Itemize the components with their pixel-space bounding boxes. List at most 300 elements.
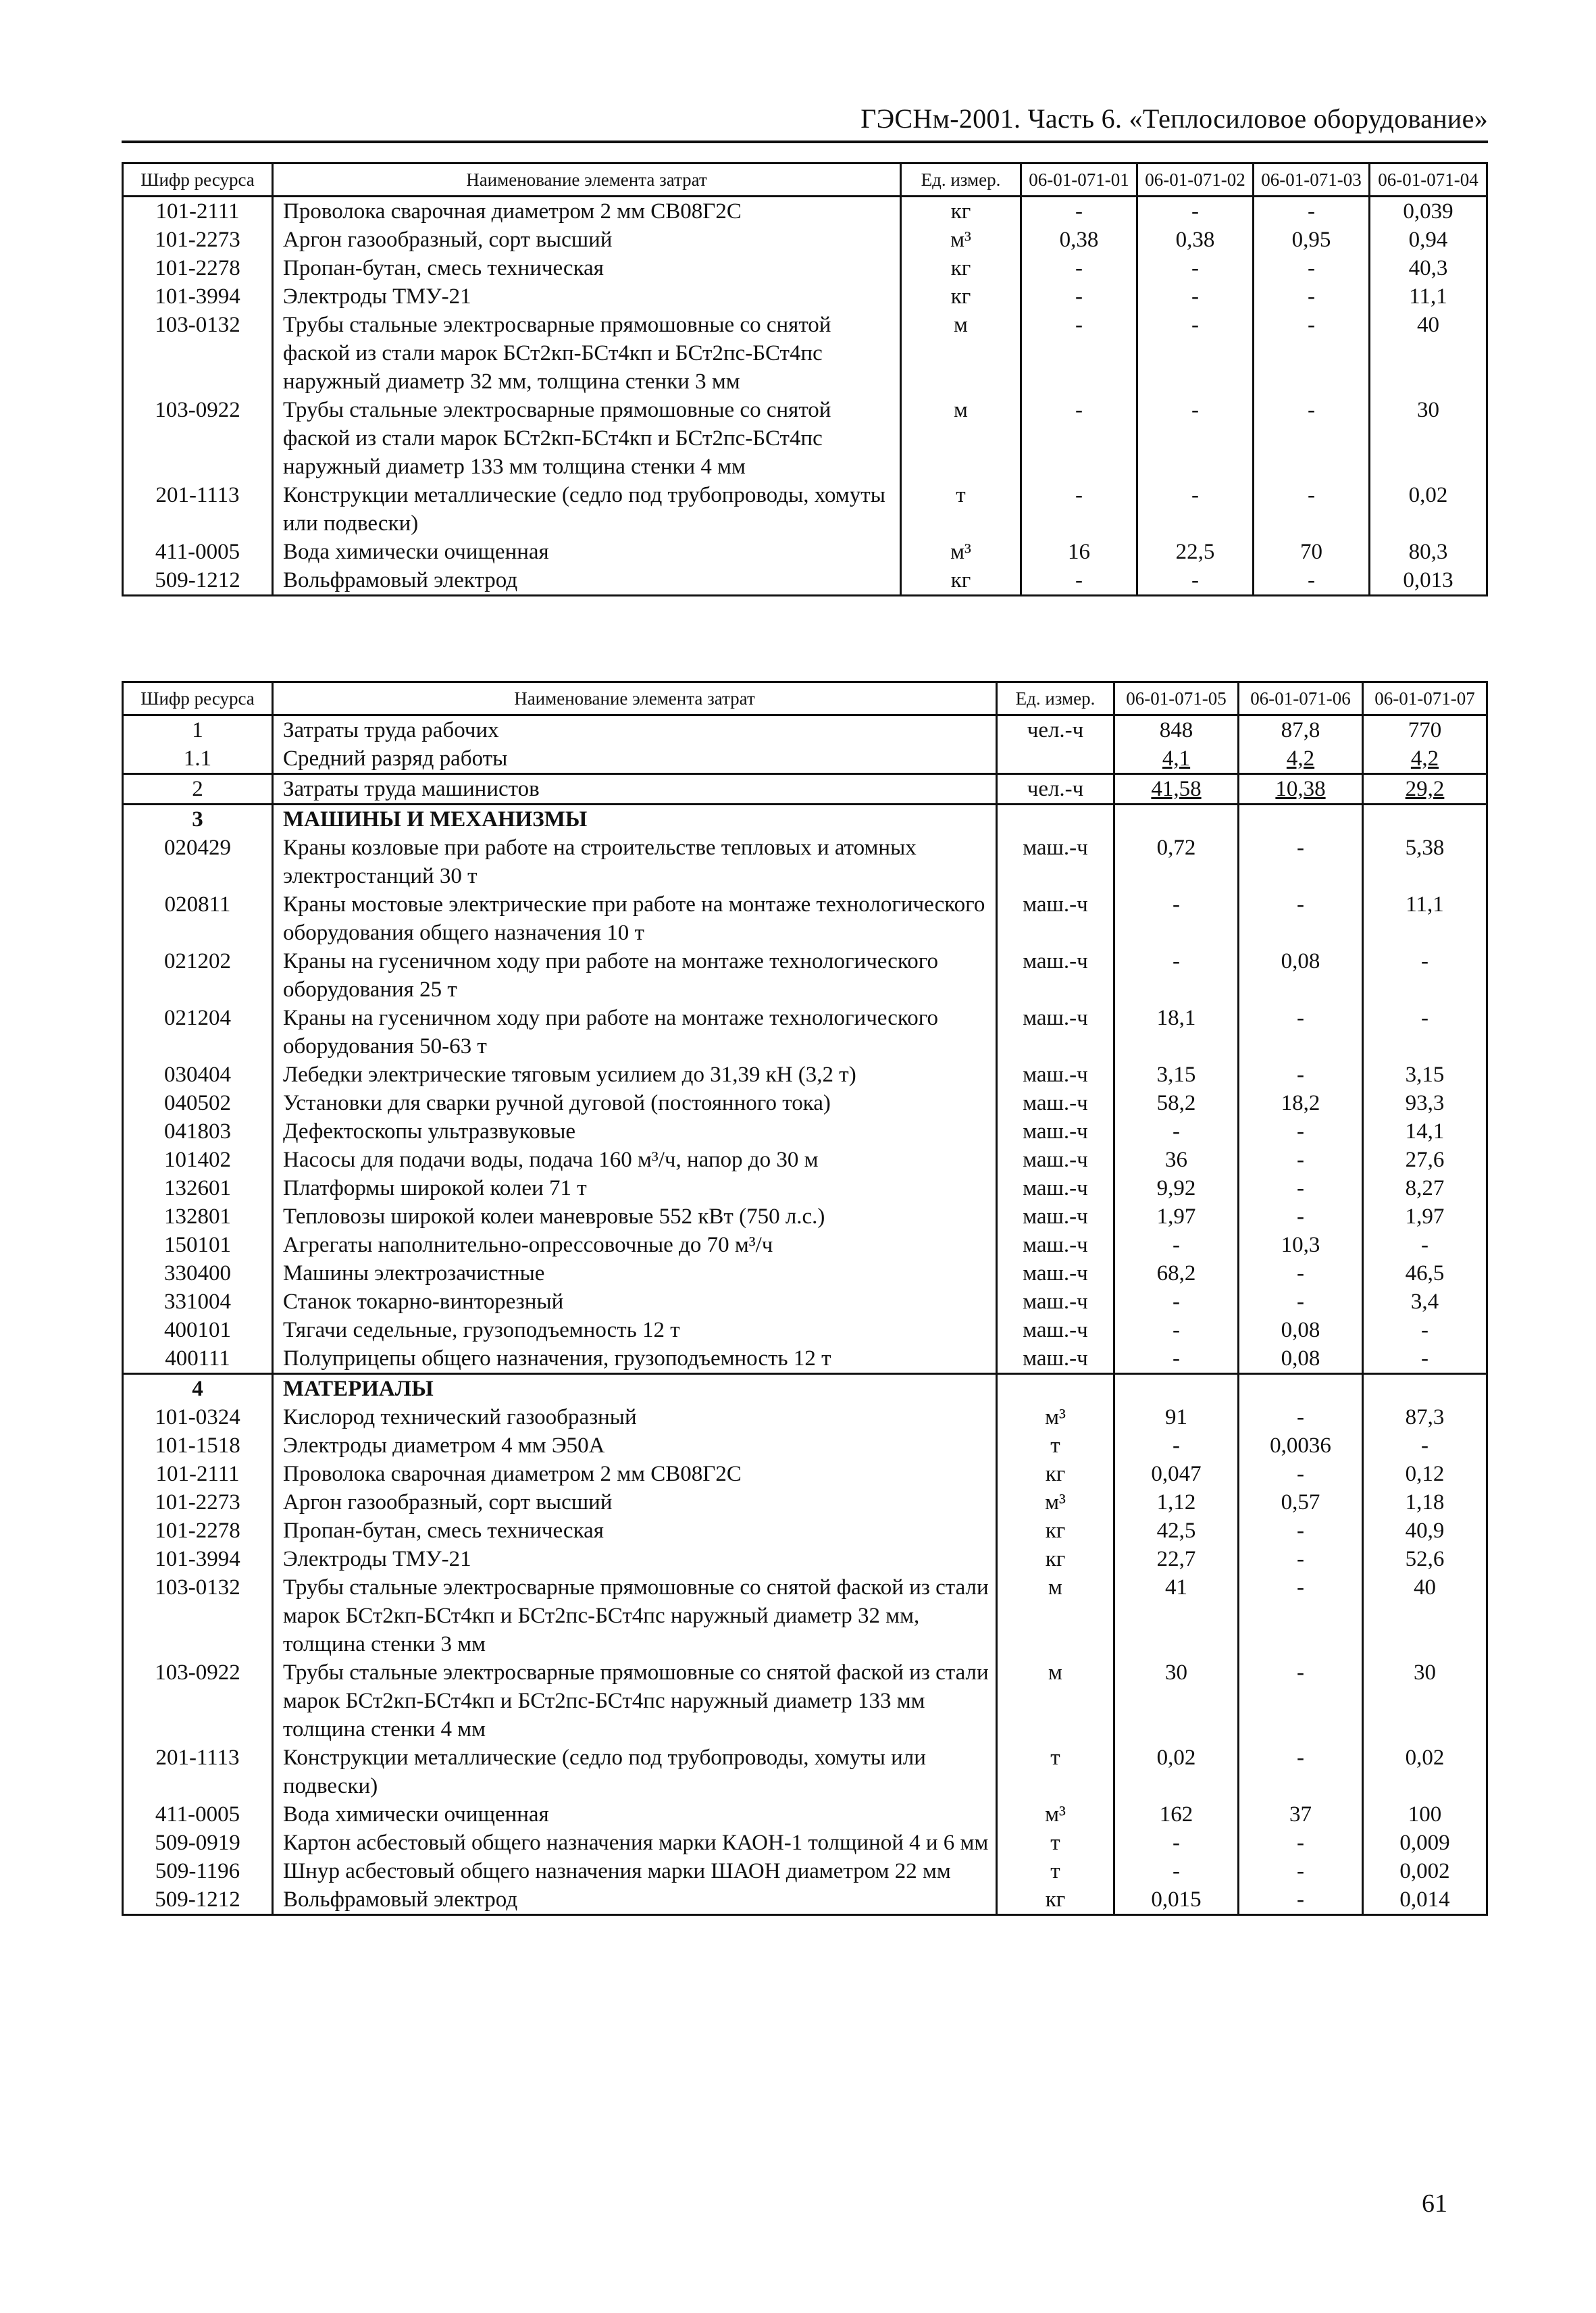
table-row: [123, 1117, 1487, 1146]
value-cell: 41: [1114, 1573, 1239, 1658]
value-cell: -: [1137, 396, 1254, 481]
value-cell: 0,38: [1021, 226, 1137, 254]
value-cell: 30: [1114, 1658, 1239, 1744]
value-cell: -: [1254, 197, 1370, 226]
resource-name: Трубы стальные электросварные прямошовные со снятой фаской из стали марок БСт2кп-БСт4кп и БСт2пс-БСт4пс наружный диаметр 32 мм, толщина стенки 3 мм: [273, 311, 901, 396]
resources-table-1: [122, 162, 1488, 596]
table-row: [123, 1231, 1487, 1259]
table-row: [123, 834, 1487, 890]
value-cell: 0,039: [1370, 197, 1487, 226]
unit-cell: м: [997, 1658, 1114, 1744]
resource-code: 1.1: [123, 744, 273, 774]
resource-code: 400111: [123, 1344, 273, 1374]
value-cell: 29,2: [1363, 774, 1487, 805]
table-row: [123, 1259, 1487, 1288]
resource-name: МАТЕРИАЛЫ: [273, 1374, 997, 1404]
resources-table-2: [122, 681, 1488, 1916]
value-cell: 0,08: [1239, 1316, 1363, 1344]
value-cell: 40,9: [1363, 1517, 1487, 1545]
header-col-7: 06-01-071-07: [1363, 682, 1487, 715]
value-cell: -: [1239, 1061, 1363, 1089]
value-cell: -: [1239, 1573, 1363, 1658]
unit-cell: кг: [997, 1460, 1114, 1488]
value-cell: 770: [1363, 715, 1487, 745]
value-cell: -: [1254, 282, 1370, 311]
value-cell: -: [1363, 947, 1487, 1004]
value-cell: -: [1114, 1829, 1239, 1857]
table-2-body: [123, 715, 1487, 1915]
value-cell: 0,0036: [1239, 1431, 1363, 1460]
value-cell: 4,2: [1239, 744, 1363, 774]
resource-name: Установки для сварки ручной дуговой (постоянного тока): [273, 1089, 997, 1117]
value-cell: -: [1021, 311, 1137, 396]
unit-cell: маш.-ч: [997, 1344, 1114, 1374]
value-cell: 1,12: [1114, 1488, 1239, 1517]
header-name: Наименование элемента затрат: [273, 163, 901, 197]
unit-cell: маш.-ч: [997, 834, 1114, 890]
table-row: [123, 744, 1487, 774]
resource-name: Вода химически очищенная: [273, 1800, 997, 1829]
value-cell: 18,1: [1114, 1004, 1239, 1061]
value-cell: 40: [1370, 311, 1487, 396]
resource-name: Проволока сварочная диаметром 2 мм СВ08Г2С: [273, 197, 901, 226]
resource-code: 103-0922: [123, 396, 273, 481]
value-cell: -: [1137, 481, 1254, 538]
unit-cell: т: [997, 1431, 1114, 1460]
value-cell: 93,3: [1363, 1089, 1487, 1117]
value-cell: 40: [1363, 1573, 1487, 1658]
value-cell: 0,02: [1370, 481, 1487, 538]
page-number: 61: [1422, 2189, 1447, 2218]
value-cell: 0,12: [1363, 1460, 1487, 1488]
value-cell: -: [1254, 396, 1370, 481]
value-cell: 0,38: [1137, 226, 1254, 254]
value-cell: -: [1239, 1744, 1363, 1800]
header-rule: [122, 141, 1488, 143]
value-cell: 18,2: [1239, 1089, 1363, 1117]
value-cell: 11,1: [1363, 890, 1487, 947]
table-row: [123, 311, 1487, 396]
value-cell: [1114, 805, 1239, 834]
value-cell: 4,1: [1114, 744, 1239, 774]
value-cell: -: [1363, 1344, 1487, 1374]
value-cell: 0,94: [1370, 226, 1487, 254]
value-cell: 1,97: [1114, 1202, 1239, 1231]
resource-code: 101402: [123, 1146, 273, 1174]
unit-cell: м: [901, 396, 1021, 481]
value-cell: -: [1254, 481, 1370, 538]
resource-name: Трубы стальные электросварные прямошовные со снятой фаской из стали марок БСт2кп-БСт4кп и БСт2пс-БСт4пс наружный диаметр 133 мм толщина стенки 4 мм: [273, 1658, 997, 1744]
resource-name: Агрегаты наполнительно-опрессовочные до 70 м³/ч: [273, 1231, 997, 1259]
resource-code: 330400: [123, 1259, 273, 1288]
value-cell: -: [1239, 1829, 1363, 1857]
resource-code: 041803: [123, 1117, 273, 1146]
value-cell: -: [1021, 481, 1137, 538]
value-cell: -: [1363, 1231, 1487, 1259]
unit-cell: маш.-ч: [997, 890, 1114, 947]
value-cell: 3,15: [1114, 1061, 1239, 1089]
value-cell: -: [1254, 254, 1370, 282]
unit-cell: м: [997, 1573, 1114, 1658]
table-row: [123, 1403, 1487, 1431]
value-cell: 1,18: [1363, 1488, 1487, 1517]
resource-name: Краны на гусеничном ходу при работе на монтаже технологического оборудования 25 т: [273, 947, 997, 1004]
resource-name: Вода химически очищенная: [273, 538, 901, 566]
unit-cell: кг: [997, 1545, 1114, 1573]
header-code: Шифр ресурса: [123, 682, 273, 715]
table-row: [123, 226, 1487, 254]
value-cell: -: [1239, 834, 1363, 890]
value-cell: 52,6: [1363, 1545, 1487, 1573]
resource-name: МАШИНЫ И МЕХАНИЗМЫ: [273, 805, 997, 834]
value-cell: -: [1137, 282, 1254, 311]
resource-name: Платформы широкой колеи 71 т: [273, 1174, 997, 1202]
resource-name: Электроды ТМУ-21: [273, 1545, 997, 1573]
unit-cell: чел.-ч: [997, 715, 1114, 745]
value-cell: 1,97: [1363, 1202, 1487, 1231]
value-cell: 30: [1370, 396, 1487, 481]
resource-name: Насосы для подачи воды, подача 160 м³/ч, напор до 30 м: [273, 1146, 997, 1174]
value-cell: -: [1137, 311, 1254, 396]
table-row: [123, 805, 1487, 834]
resource-name: Шнур асбестовый общего назначения марки ШАОН диаметром 22 мм: [273, 1857, 997, 1885]
value-cell: -: [1021, 254, 1137, 282]
value-cell: 80,3: [1370, 538, 1487, 566]
value-cell: 0,015: [1114, 1885, 1239, 1915]
resource-code: 2: [123, 774, 273, 805]
value-cell: 0,002: [1363, 1857, 1487, 1885]
table-row: [123, 947, 1487, 1004]
unit-cell: маш.-ч: [997, 1089, 1114, 1117]
resource-code: 030404: [123, 1061, 273, 1089]
table-row: [123, 1174, 1487, 1202]
resource-name: Краны козловые при работе на строительстве тепловых и атомных электростанций 30 т: [273, 834, 997, 890]
value-cell: -: [1239, 1460, 1363, 1488]
header-unit: Ед. измер.: [901, 163, 1021, 197]
table-row: [123, 1857, 1487, 1885]
table-row: [123, 1374, 1487, 1404]
value-cell: -: [1021, 566, 1137, 596]
table-row: [123, 774, 1487, 805]
value-cell: 848: [1114, 715, 1239, 745]
resource-code: 509-1212: [123, 1885, 273, 1915]
resource-code: 103-0922: [123, 1658, 273, 1744]
unit-cell: маш.-ч: [997, 1231, 1114, 1259]
value-cell: 0,014: [1363, 1885, 1487, 1915]
resource-name: Тепловозы широкой колеи маневровые 552 кВт (750 л.с.): [273, 1202, 997, 1231]
resource-name: Кислород технический газообразный: [273, 1403, 997, 1431]
table-row: [123, 1800, 1487, 1829]
resource-code: 101-2278: [123, 254, 273, 282]
resource-code: 101-2111: [123, 197, 273, 226]
value-cell: -: [1239, 890, 1363, 947]
resource-code: 021204: [123, 1004, 273, 1061]
table-row: [123, 1316, 1487, 1344]
value-cell: -: [1137, 197, 1254, 226]
unit-cell: кг: [901, 254, 1021, 282]
table-row: [123, 890, 1487, 947]
value-cell: -: [1239, 1259, 1363, 1288]
resource-code: 411-0005: [123, 1800, 273, 1829]
resource-name: Средний разряд работы: [273, 744, 997, 774]
value-cell: -: [1239, 1004, 1363, 1061]
value-cell: 0,72: [1114, 834, 1239, 890]
resource-code: 101-2273: [123, 226, 273, 254]
value-cell: 87,3: [1363, 1403, 1487, 1431]
resource-code: 101-2273: [123, 1488, 273, 1517]
value-cell: 27,6: [1363, 1146, 1487, 1174]
value-cell: -: [1114, 1117, 1239, 1146]
resource-name: Конструкции металлические (седло под трубопроводы, хомуты или подвески): [273, 1744, 997, 1800]
unit-cell: т: [997, 1829, 1114, 1857]
value-cell: 3,15: [1363, 1061, 1487, 1089]
value-cell: 30: [1363, 1658, 1487, 1744]
unit-cell: маш.-ч: [997, 1004, 1114, 1061]
value-cell: 41,58: [1114, 774, 1239, 805]
table-row: [123, 1288, 1487, 1316]
unit-cell: м³: [901, 226, 1021, 254]
table-row: [123, 481, 1487, 538]
unit-cell: [997, 805, 1114, 834]
header-col-5: 06-01-071-05: [1114, 682, 1239, 715]
unit-cell: кг: [997, 1885, 1114, 1915]
value-cell: -: [1239, 1202, 1363, 1231]
value-cell: 37: [1239, 1800, 1363, 1829]
resource-code: 103-0132: [123, 311, 273, 396]
table-row: [123, 282, 1487, 311]
value-cell: -: [1021, 197, 1137, 226]
table-row: [123, 1146, 1487, 1174]
table-row: [123, 1744, 1487, 1800]
resource-name: Трубы стальные электросварные прямошовные со снятой фаской из стали марок БСт2кп-БСт4кп и БСт2пс-БСт4пс наружный диаметр 32 мм, толщина стенки 3 мм: [273, 1573, 997, 1658]
resource-name: Машины электрозачистные: [273, 1259, 997, 1288]
value-cell: -: [1239, 1658, 1363, 1744]
table-row: [123, 197, 1487, 226]
table-row: [123, 1431, 1487, 1460]
resource-code: 509-1196: [123, 1857, 273, 1885]
value-cell: 0,95: [1254, 226, 1370, 254]
value-cell: 100: [1363, 1800, 1487, 1829]
value-cell: -: [1239, 1174, 1363, 1202]
resource-name: Электроды ТМУ-21: [273, 282, 901, 311]
resource-code: 020811: [123, 890, 273, 947]
value-cell: 68,2: [1114, 1259, 1239, 1288]
value-cell: 46,5: [1363, 1259, 1487, 1288]
value-cell: -: [1239, 1857, 1363, 1885]
resource-name: Аргон газообразный, сорт высший: [273, 1488, 997, 1517]
value-cell: -: [1137, 566, 1254, 596]
resource-name: Конструкции металлические (седло под трубопроводы, хомуты или подвески): [273, 481, 901, 538]
unit-cell: м³: [997, 1800, 1114, 1829]
resource-code: 4: [123, 1374, 273, 1404]
value-cell: -: [1114, 1231, 1239, 1259]
resource-name: Пропан-бутан, смесь техническая: [273, 254, 901, 282]
value-cell: -: [1114, 890, 1239, 947]
value-cell: -: [1254, 311, 1370, 396]
unit-cell: маш.-ч: [997, 1174, 1114, 1202]
resource-code: 411-0005: [123, 538, 273, 566]
header-col-2: 06-01-071-02: [1137, 163, 1254, 197]
header-col-4: 06-01-071-04: [1370, 163, 1487, 197]
unit-cell: [997, 1374, 1114, 1404]
table-row: [123, 1344, 1487, 1374]
unit-cell: маш.-ч: [997, 1259, 1114, 1288]
value-cell: 0,08: [1239, 1344, 1363, 1374]
resource-code: 021202: [123, 947, 273, 1004]
value-cell: -: [1114, 947, 1239, 1004]
resource-name: Полуприцепы общего назначения, грузоподъемность 12 т: [273, 1344, 997, 1374]
value-cell: 40,3: [1370, 254, 1487, 282]
header-code: Шифр ресурса: [123, 163, 273, 197]
resource-code: 101-1518: [123, 1431, 273, 1460]
unit-cell: [997, 744, 1114, 774]
unit-cell: маш.-ч: [997, 1061, 1114, 1089]
unit-cell: м³: [997, 1488, 1114, 1517]
value-cell: 16: [1021, 538, 1137, 566]
value-cell: [1363, 1374, 1487, 1404]
resource-name: Пропан-бутан, смесь техническая: [273, 1517, 997, 1545]
value-cell: -: [1239, 1288, 1363, 1316]
table-row: [123, 538, 1487, 566]
table-row: [123, 715, 1487, 745]
resource-name: Краны мостовые электрические при работе на монтаже технологического оборудования общего назначения 10 т: [273, 890, 997, 947]
unit-cell: м³: [997, 1403, 1114, 1431]
table-row: [123, 1089, 1487, 1117]
resource-code: 101-2111: [123, 1460, 273, 1488]
unit-cell: маш.-ч: [997, 1146, 1114, 1174]
resource-name: Вольфрамовый электрод: [273, 1885, 997, 1915]
value-cell: -: [1114, 1857, 1239, 1885]
resource-name: Трубы стальные электросварные прямошовные со снятой фаской из стали марок БСт2кп-БСт4кп и БСт2пс-БСт4пс наружный диаметр 133 мм толщина стенки 4 мм: [273, 396, 901, 481]
table-row: [123, 1202, 1487, 1231]
value-cell: -: [1239, 1117, 1363, 1146]
value-cell: 36: [1114, 1146, 1239, 1174]
resource-code: 150101: [123, 1231, 273, 1259]
table-row: [123, 1545, 1487, 1573]
value-cell: [1363, 805, 1487, 834]
resource-code: 509-1212: [123, 566, 273, 596]
unit-cell: м: [901, 311, 1021, 396]
value-cell: 162: [1114, 1800, 1239, 1829]
value-cell: 3,4: [1363, 1288, 1487, 1316]
table-row: [123, 1488, 1487, 1517]
value-cell: -: [1114, 1288, 1239, 1316]
value-cell: 0,08: [1239, 947, 1363, 1004]
resource-code: 101-3994: [123, 282, 273, 311]
value-cell: -: [1363, 1316, 1487, 1344]
resource-name: Краны на гусеничном ходу при работе на монтаже технологического оборудования 50-63 т: [273, 1004, 997, 1061]
value-cell: -: [1114, 1316, 1239, 1344]
value-cell: 11,1: [1370, 282, 1487, 311]
value-cell: 9,92: [1114, 1174, 1239, 1202]
page-header-title: ГЭСНм-2001. Часть 6. «Теплосиловое оборудование»: [860, 103, 1488, 134]
value-cell: 4,2: [1363, 744, 1487, 774]
unit-cell: маш.-ч: [997, 947, 1114, 1004]
resource-name: Затраты труда рабочих: [273, 715, 997, 745]
table-row: [123, 1460, 1487, 1488]
value-cell: -: [1363, 1004, 1487, 1061]
value-cell: -: [1114, 1344, 1239, 1374]
unit-cell: чел.-ч: [997, 774, 1114, 805]
unit-cell: м³: [901, 538, 1021, 566]
table-row: [123, 1061, 1487, 1089]
value-cell: 8,27: [1363, 1174, 1487, 1202]
unit-cell: т: [997, 1857, 1114, 1885]
value-cell: -: [1363, 1431, 1487, 1460]
resource-code: 400101: [123, 1316, 273, 1344]
table-row: [123, 1004, 1487, 1061]
value-cell: 70: [1254, 538, 1370, 566]
value-cell: 58,2: [1114, 1089, 1239, 1117]
resource-name: Электроды диаметром 4 мм Э50А: [273, 1431, 997, 1460]
header-unit: Ед. измер.: [997, 682, 1114, 715]
resource-name: Станок токарно-винторезный: [273, 1288, 997, 1316]
value-cell: 42,5: [1114, 1517, 1239, 1545]
resource-code: 101-3994: [123, 1545, 273, 1573]
resource-code: 101-2278: [123, 1517, 273, 1545]
resource-code: 1: [123, 715, 273, 745]
resource-code: 132601: [123, 1174, 273, 1202]
resource-code: 201-1113: [123, 481, 273, 538]
resource-code: 103-0132: [123, 1573, 273, 1658]
table-row: [123, 254, 1487, 282]
unit-cell: маш.-ч: [997, 1117, 1114, 1146]
unit-cell: маш.-ч: [997, 1202, 1114, 1231]
resource-code: 040502: [123, 1089, 273, 1117]
table-row: [123, 1885, 1487, 1915]
value-cell: -: [1239, 1885, 1363, 1915]
resource-name: Проволока сварочная диаметром 2 мм СВ08Г2С: [273, 1460, 997, 1488]
unit-cell: маш.-ч: [997, 1288, 1114, 1316]
resource-name: Лебедки электрические тяговым усилием до 31,39 кН (3,2 т): [273, 1061, 997, 1089]
value-cell: [1114, 1374, 1239, 1404]
value-cell: -: [1021, 396, 1137, 481]
resource-code: 509-0919: [123, 1829, 273, 1857]
header-name: Наименование элемента затрат: [273, 682, 997, 715]
value-cell: 10,3: [1239, 1231, 1363, 1259]
value-cell: 5,38: [1363, 834, 1487, 890]
resource-code: 132801: [123, 1202, 273, 1231]
value-cell: -: [1254, 566, 1370, 596]
resource-name: Затраты труда машинистов: [273, 774, 997, 805]
unit-cell: маш.-ч: [997, 1316, 1114, 1344]
value-cell: 22,7: [1114, 1545, 1239, 1573]
unit-cell: т: [901, 481, 1021, 538]
resource-code: 101-0324: [123, 1403, 273, 1431]
value-cell: 0,57: [1239, 1488, 1363, 1517]
resource-name: Картон асбестовый общего назначения марки КАОН-1 толщиной 4 и 6 мм: [273, 1829, 997, 1857]
value-cell: 22,5: [1137, 538, 1254, 566]
value-cell: 0,02: [1114, 1744, 1239, 1800]
resource-name: Аргон газообразный, сорт высший: [273, 226, 901, 254]
value-cell: 0,047: [1114, 1460, 1239, 1488]
table-row: [123, 1573, 1487, 1658]
resource-code: 020429: [123, 834, 273, 890]
resource-code: 3: [123, 805, 273, 834]
value-cell: -: [1021, 282, 1137, 311]
header-col-3: 06-01-071-03: [1254, 163, 1370, 197]
header-col-6: 06-01-071-06: [1239, 682, 1363, 715]
value-cell: 0,02: [1363, 1744, 1487, 1800]
unit-cell: кг: [901, 282, 1021, 311]
value-cell: 14,1: [1363, 1117, 1487, 1146]
table-row: [123, 566, 1487, 596]
unit-cell: кг: [901, 197, 1021, 226]
value-cell: 87,8: [1239, 715, 1363, 745]
resource-name: Вольфрамовый электрод: [273, 566, 901, 596]
header-col-1: 06-01-071-01: [1021, 163, 1137, 197]
value-cell: -: [1239, 1146, 1363, 1174]
